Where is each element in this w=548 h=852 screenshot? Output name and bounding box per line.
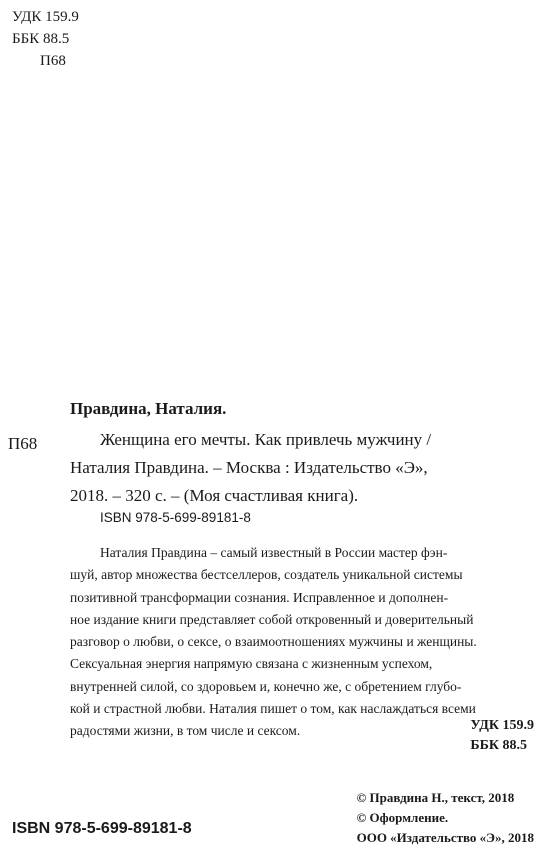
annotation-line: шуй, автор множества бестселлеров, создатель уникальной системы	[70, 567, 463, 583]
udk-code: УДК 159.9	[470, 718, 534, 733]
description-line: Женщина его мечты. Как привлечь мужчину /	[100, 430, 432, 449]
author-mark: П68	[40, 53, 66, 69]
bbk-code: ББК 88.5	[12, 31, 70, 47]
copyright-line: © Правдина Н., текст, 2018	[356, 790, 515, 805]
copyright-line: © Оформление.	[356, 810, 449, 825]
author-mark-left: П68	[8, 434, 38, 453]
annotation-line: Наталия Правдина – самый известный в России мастер фэн-	[100, 545, 448, 560]
annotation-line: Сексуальная энергия напрямую связана с жизненным успехом,	[70, 656, 433, 672]
annotation-line: радостями жизни, в том числе и сексом.	[70, 723, 301, 739]
description-line: 2018. – 320 с. – (Моя счастливая книга).	[70, 486, 359, 505]
copyright-block	[357, 788, 534, 848]
classification-codes-top	[12, 6, 79, 72]
annotation	[70, 542, 538, 743]
annotation-line: ное издание книги представляет собой откровенный и доверительный	[70, 611, 474, 627]
bibliographic-description	[70, 426, 540, 510]
bbk-code: ББК 88.5	[470, 738, 528, 753]
annotation-line: разговор о любви, о сексе, о взаимоотношениях мужчины и женщины.	[70, 634, 477, 650]
annotation-line: внутренней силой, со здоровьем и, конечно же, с обретением глубо-	[70, 678, 462, 694]
udk-code: УДК 159.9	[12, 9, 79, 25]
annotation-line: кой и страстной любви. Наталия пишет о том, как наслаждаться всеми	[70, 701, 476, 717]
annotation-line: позитивной трансформации сознания. Исправленное и дополнен-	[70, 589, 449, 605]
classification-codes-bottom	[470, 716, 534, 756]
copyright-line: ООО «Издательство «Э», 2018	[356, 830, 534, 845]
description-line: Наталия Правдина. – Москва : Издательство «Э»,	[70, 458, 428, 477]
author-heading: Правдина, Наталия.	[70, 399, 227, 418]
isbn-bottom: ISBN 978-5-699-89181-8	[12, 820, 192, 837]
isbn-record: ISBN 978-5-699-89181-8	[100, 510, 251, 525]
